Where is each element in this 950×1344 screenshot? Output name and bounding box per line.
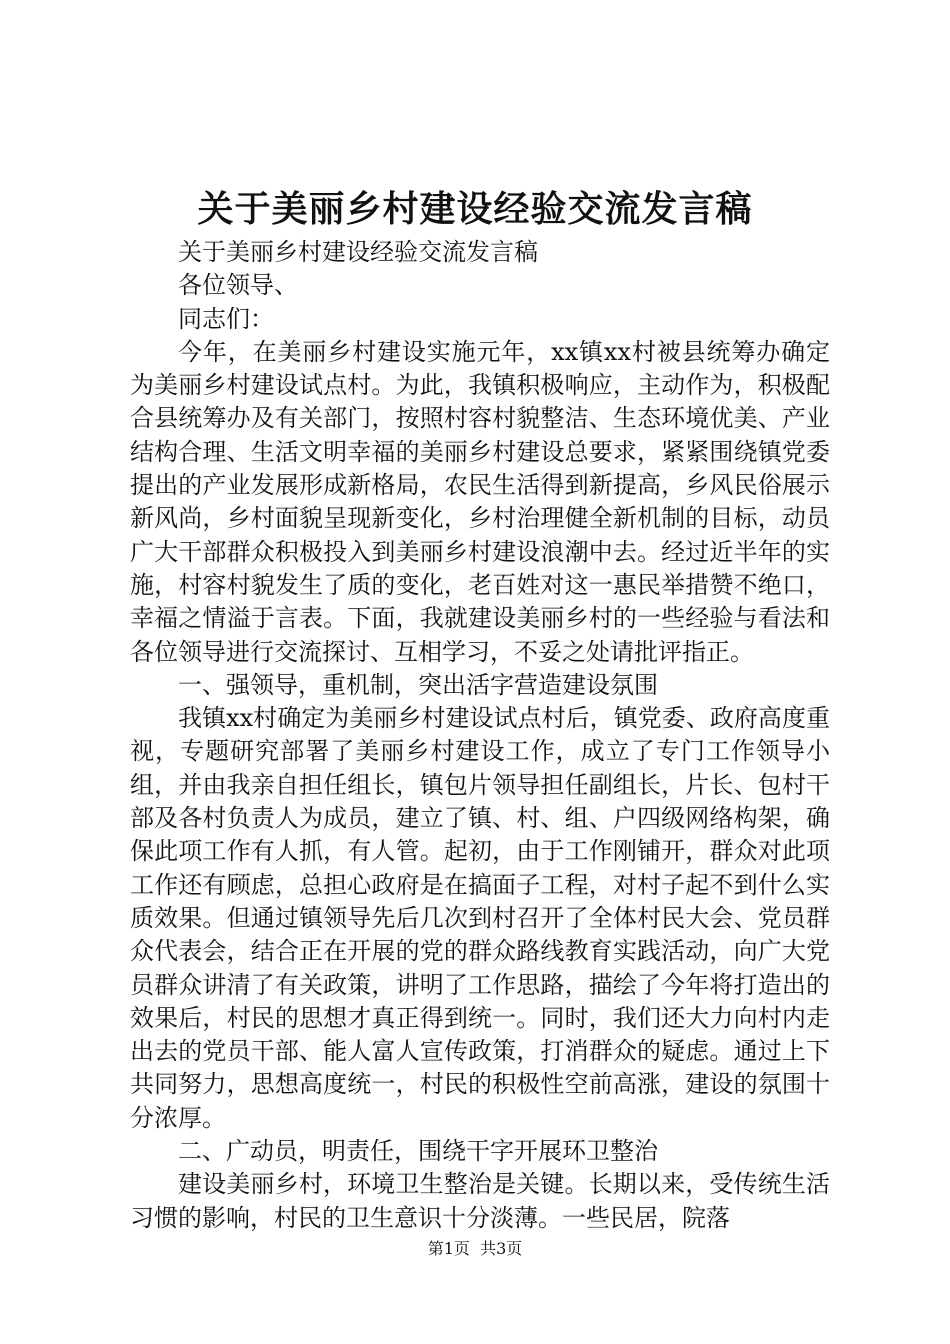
document-title: 关于美丽乡村建设经验交流发言稿 (197, 188, 753, 230)
section-heading-2: 二、广动员，明责任，围绕干字开展环卫整治 (178, 1137, 658, 1166)
salutation-comrades: 同志们： (178, 304, 274, 333)
page-number-current: 第1页 (427, 1239, 470, 1258)
section-heading-1: 一、强领导，重机制，突出活字营造建设氛围 (178, 670, 658, 699)
salutation-leaders: 各位领导、 (178, 271, 298, 300)
page-footer (0, 1238, 950, 1260)
footer-separator (470, 1239, 480, 1258)
section-2-paragraph: 建设美丽乡村，环境卫生整治是关键。长期以来，受传统生活习惯的影响，村民的卫生意识十分淡薄。一些民居，院落 (130, 1170, 830, 1232)
document-body (130, 236, 830, 1235)
subtitle-paragraph: 关于美丽乡村建设经验交流发言稿 (178, 238, 538, 266)
section-1-paragraph: 我镇xx村确定为美丽乡村建设试点村后，镇党委、政府高度重视，专题研究部署了美丽乡村建设工作，成立了专门工作领导小组，并由我亲自担任组长，镇包片领导担任副组长，片长、包村干部及各村负责人为成员，建立了镇、村、组、户四级网络构架，确保此项工作有人抓，有人管。起初，由于工作刚铺开，群众对此项工作还有顾虑，总担心政府是在搞面子工程，对村子起不到什么实质效果。但通过镇领导先后几次到村召开了全体村民大会、党员群众代表会，结合正在开展的党的群众路线教育实践活动，向广大党员群众讲清了有关政策，讲明了工作思路，描绘了今年将打造出的效果后，村民的思想才真正得到统一。同时，我们还大力向村内走出去的党员干部、能人富人宣传政策，打消群众的疑虑。通过上下共同努力，思想高度统一，村民的积极性空前高涨，建设的氛围十分浓厚。 (130, 704, 830, 1132)
intro-paragraph: 今年，在美丽乡村建设实施元年，xx镇xx村被县统筹办确定为美丽乡村建设试点村。为此，我镇积极响应，主动作为，积极配合县统筹办及有关部门，按照村容村貌整洁、生态环境优美、产业结构合理、生活文明幸福的美丽乡村建设总要求，紧紧围绕镇党委提出的产业发展形成新格局，农民生活得到新提高，乡风民俗展示新风尚，乡村面貌呈现新变化，乡村治理健全新机制的目标，动员广大干部群众积极投入到美丽乡村建设浪潮中去。经过近半年的实施，村容村貌发生了质的变化，老百姓对这一惠民举措赞不绝口，幸福之情溢于言表。下面，我就建设美丽乡村的一些经验与看法和各位领导进行交流探讨、互相学习，不妥之处请批评指正。 (130, 337, 830, 666)
page-number-total: 共3页 (480, 1239, 523, 1258)
